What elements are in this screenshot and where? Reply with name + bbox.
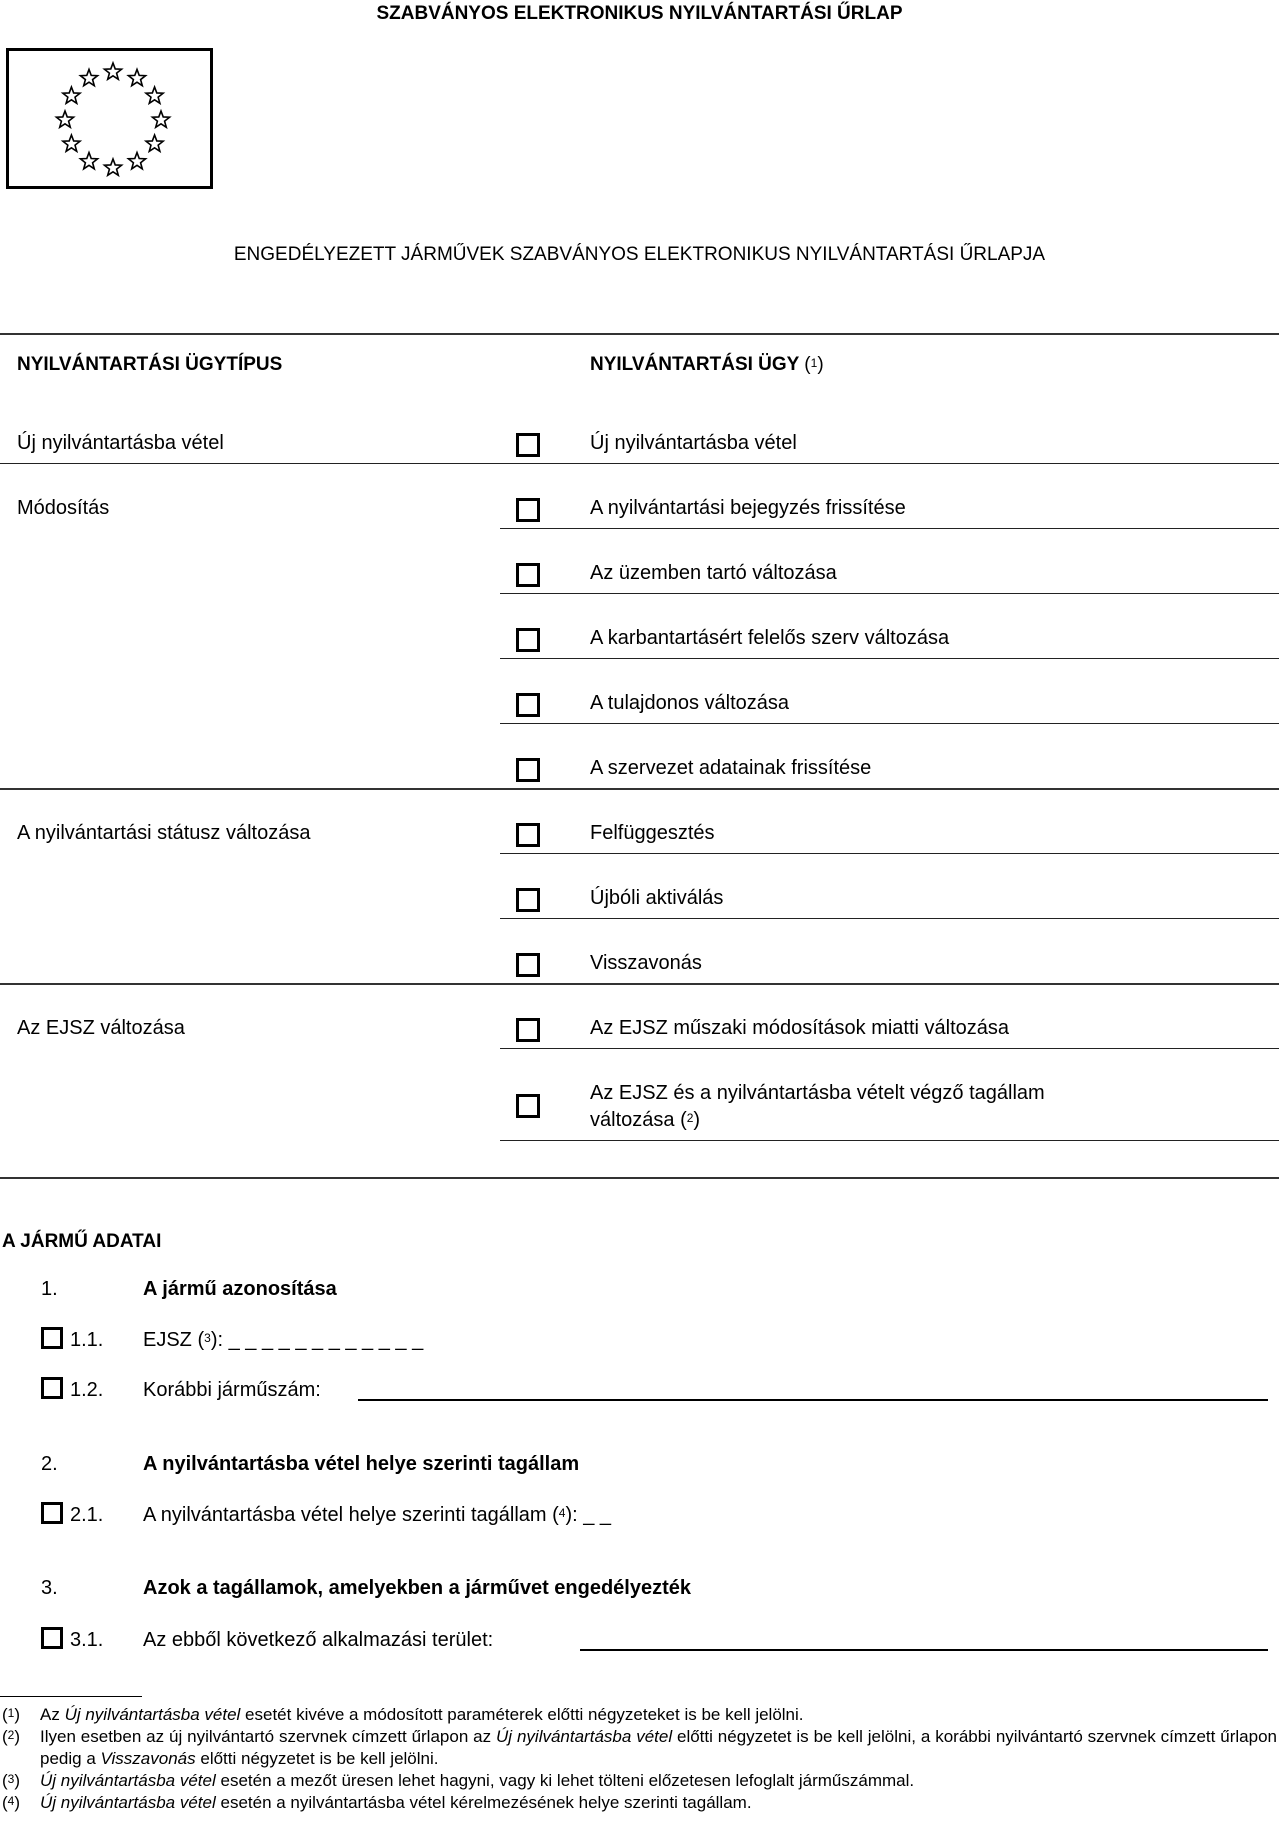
- vehicle-data-heading: A JÁRMŰ ADATAI: [2, 1231, 162, 1252]
- footnote-separator: [0, 1696, 142, 1697]
- previous-vehicle-number-label: Korábbi járműszám:: [143, 1379, 321, 1401]
- divider: [500, 918, 1279, 919]
- checkbox-withdrawal[interactable]: [516, 953, 540, 977]
- eu-flag-stars-icon: [9, 51, 210, 186]
- footnote-number: ($^1$): [2, 1705, 21, 1724]
- option-withdrawal: Visszavonás: [590, 952, 702, 974]
- column-header-case: [590, 353, 824, 377]
- option-ecm-change: A karbantartásért felelős szerv változása: [590, 627, 950, 649]
- footnote-number: ($^4$): [2, 1793, 21, 1812]
- footnote-text: Új nyilvántartásba vétel esetén a mezőt üresen lehet hagyni, vagy ki lehet tölteni előzetesen lefoglalt járműszámmal.: [40, 1771, 915, 1790]
- divider: [500, 723, 1279, 724]
- member-state-field[interactable]: A nyilvántartásba vétel helye szerinti tagállam ($^4$): _ _: [143, 1504, 612, 1526]
- checkbox-previous-vehicle-number[interactable]: [41, 1377, 63, 1399]
- form-title: SZABVÁNYOS ELEKTRONIKUS NYILVÁNTARTÁSI ŰRLAP: [376, 3, 903, 24]
- divider: [500, 528, 1279, 529]
- star-icon: [104, 159, 121, 175]
- star-icon: [104, 63, 121, 79]
- checkbox-member-state[interactable]: [41, 1502, 63, 1524]
- section-title-member-state: A nyilvántartásba vétel helye szerinti tagállam: [143, 1453, 580, 1475]
- section-title-vehicle-identification: A jármű azonosítása: [143, 1278, 337, 1300]
- member-state-input-mask[interactable]: _ _: [583, 1504, 612, 1526]
- column-header-type: NYILVÁNTARTÁSI ÜGYTÍPUS: [17, 354, 283, 375]
- star-icon: [128, 153, 145, 169]
- evn-input-mask[interactable]: _ _ _ _ _ _ _ _ _ _ _ _: [228, 1329, 424, 1351]
- form-subtitle: ENGEDÉLYEZETT JÁRMŰVEK SZABVÁNYOS ELEKTRONIKUS NYILVÁNTARTÁSI ŰRLAPJA: [233, 244, 1046, 265]
- option-update-entry: A nyilvántartási bejegyzés frissítése: [590, 497, 906, 519]
- star-icon: [128, 69, 145, 85]
- star-icon: [80, 153, 97, 169]
- star-icon: [63, 135, 80, 151]
- evn-label: EJSZ: [143, 1329, 192, 1351]
- checkbox-owner-change[interactable]: [516, 693, 540, 717]
- column-header-case-label: NYILVÁNTARTÁSI ÜGY: [590, 354, 800, 375]
- divider: [500, 1048, 1279, 1049]
- option-label-line2: változása: [590, 1109, 675, 1131]
- footnote-number: ($^2$): [2, 1727, 21, 1746]
- area-of-use-label: Az ebből következő alkalmazási terület:: [143, 1629, 494, 1651]
- checkbox-area-of-use[interactable]: [41, 1627, 63, 1649]
- evn-field[interactable]: EJSZ ($^3$): _ _ _ _ _ _ _ _ _ _ _ _: [143, 1329, 424, 1351]
- checkbox-update-entry[interactable]: [516, 498, 540, 522]
- star-icon: [56, 111, 73, 127]
- footnote-ref[interactable]: 4: [558, 1506, 566, 1520]
- option-owner-change: A tulajdonos változása: [590, 692, 790, 714]
- star-icon: [80, 69, 97, 85]
- section-number: 1.: [41, 1278, 58, 1300]
- option-organisation-update: A szervezet adatainak frissítése: [590, 757, 872, 779]
- member-state-label: A nyilvántartásba vétel helye szerinti tagállam: [143, 1504, 547, 1526]
- divider: [0, 788, 1279, 790]
- option-keeper-change: Az üzemben tartó változása: [590, 562, 837, 584]
- option-new-registration: Új nyilvántartásba vétel: [590, 432, 797, 454]
- divider: [500, 658, 1279, 659]
- registration-type-evn: Az EJSZ változása: [17, 1017, 185, 1039]
- item-number: 3.1.: [70, 1629, 104, 1651]
- section-title-authorising-states: Azok a tagállamok, amelyekben a járművet engedélyezték: [143, 1577, 692, 1599]
- footnote-ref[interactable]: 3: [204, 1331, 211, 1345]
- divider: [0, 333, 1279, 335]
- footnote-text: Ilyen esetben az új nyilvántartó szervnek címzett űrlapon az Új nyilvántartásba vétel előtti négyzetet is be kell jelölni, a korábbi nyilvántartó szervnek címzett űrlapon pedig a Visszavonás előtti négyzetet is be kell jelölni.: [40, 1727, 1277, 1768]
- item-number: 2.1.: [70, 1504, 104, 1526]
- option-evn-technical-change: Az EJSZ műszaki módosítások miatti változása: [590, 1017, 1010, 1039]
- checkbox-organisation-update[interactable]: [516, 758, 540, 782]
- checkbox-ecm-change[interactable]: [516, 628, 540, 652]
- divider: [500, 593, 1279, 594]
- checkbox-evn-member-state-change[interactable]: [516, 1094, 540, 1118]
- checkbox-suspension[interactable]: [516, 823, 540, 847]
- registration-type-status: A nyilvántartási státusz változása: [17, 822, 311, 844]
- divider: [0, 1177, 1279, 1179]
- divider: [0, 463, 1279, 464]
- divider: [0, 983, 1279, 985]
- checkbox-new-registration[interactable]: [516, 433, 540, 457]
- item-number: 1.1.: [70, 1329, 104, 1351]
- option-suspension: Felfüggesztés: [590, 822, 715, 844]
- checkbox-keeper-change[interactable]: [516, 563, 540, 587]
- option-label-line1: Az EJSZ és a nyilvántartásba vételt végző tagállam: [590, 1082, 1045, 1104]
- section-number: 3.: [41, 1577, 58, 1599]
- previous-vehicle-number-input[interactable]: [358, 1399, 1268, 1401]
- checkbox-evn[interactable]: [41, 1327, 63, 1349]
- star-icon: [63, 87, 80, 103]
- item-number: 1.2.: [70, 1379, 104, 1401]
- footnote-text: Új nyilvántartásba vétel esetén a nyilvántartásba vétel kérelmezésének helye szerinti tagállam.: [40, 1793, 752, 1812]
- footnote-text: Az Új nyilvántartásba vétel esetét kivéve a módosított paraméterek előtti négyzeteket is be kell jelölni.: [40, 1705, 804, 1724]
- option-reactivation: Újbóli aktiválás: [590, 887, 724, 909]
- footnote-number: ($^3$): [2, 1771, 21, 1790]
- checkbox-reactivation[interactable]: [516, 888, 540, 912]
- option-evn-member-state-change: [590, 1080, 1045, 1134]
- area-of-use-input[interactable]: [580, 1649, 1268, 1651]
- divider: [500, 853, 1279, 854]
- registration-type-new: Új nyilvántartásba vétel: [17, 432, 224, 454]
- divider: [500, 1140, 1279, 1141]
- star-icon: [146, 135, 163, 151]
- footnote-ref[interactable]: ($^1$): [804, 354, 824, 375]
- checkbox-evn-technical-change[interactable]: [516, 1018, 540, 1042]
- star-icon: [152, 111, 169, 127]
- star-icon: [146, 87, 163, 103]
- section-number: 2.: [41, 1453, 58, 1475]
- registration-type-modification: Módosítás: [17, 497, 110, 519]
- footnote-ref[interactable]: ($^2$): [680, 1109, 701, 1131]
- eu-emblem: [6, 48, 213, 189]
